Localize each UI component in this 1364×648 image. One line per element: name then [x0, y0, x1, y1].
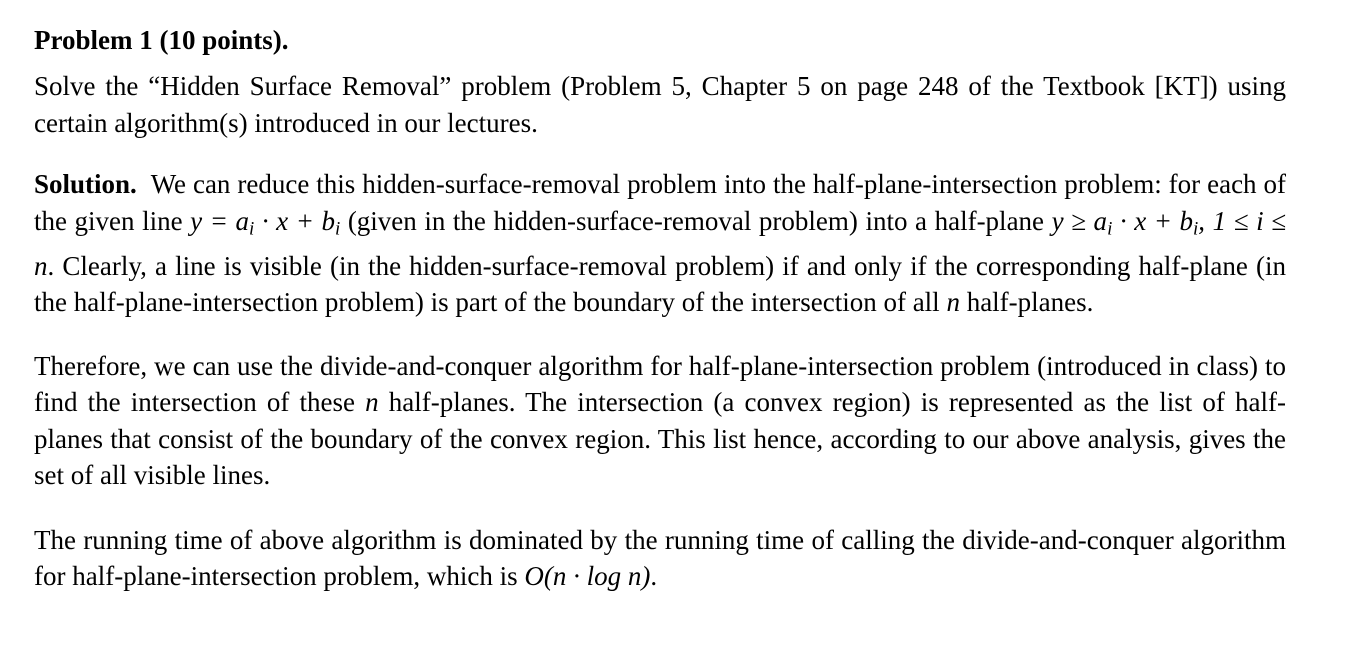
solution-text-1: We can reduce this hidden-surface-removal problem into the half-plane-intersection problem: for each of the given line	[34, 169, 1286, 236]
runtime-text-2: .	[650, 561, 658, 592]
problem-statement-line2: using certain algorithm(s) introduced in our lectures.	[34, 71, 1287, 138]
solution-label: Solution.	[34, 169, 137, 199]
algorithm-paragraph	[34, 348, 1286, 494]
solution-text-4: half-planes.	[959, 287, 1094, 318]
runtime-paragraph	[34, 522, 1286, 595]
document-page	[34, 22, 1286, 595]
problem-statement-line1: Solve the “Hidden Surface Removal” problem (Problem 5, Chapter 5 on page 248 of the Textbook [KT])	[34, 71, 1218, 101]
problem-heading: Problem 1 (10 points).	[34, 25, 289, 55]
runtime-text-1: The running time of above algorithm is dominated by the running time of calling the divide-and-conquer algorithm for half-plane-intersection problem, which is	[34, 524, 1286, 592]
line-equation: $y = a_i \cdot x + b_i$	[190, 205, 341, 240]
variable-n: n	[365, 387, 379, 418]
solution-text-2: (given in the hidden-surface-removal problem) into a half-plane	[340, 205, 1052, 236]
variable-n: n	[946, 287, 960, 318]
algorithm-text-1: Therefore, we can use the divide-and-conquer algorithm for half-plane-intersection problem (introduced in class) to find the intersection of these	[34, 350, 1286, 418]
half-plane-inequality: $y \ge a_i \cdot x + b_i$, 1 ≤ i ≤ n	[34, 205, 1286, 281]
solution-text-3: . Clearly, a line is visible (in the hidden-surface-removal problem) if and only if the corresponding half-plane (in the half-plane-intersection problem) is part of the boundary of the intersection of all	[34, 250, 1286, 318]
algorithm-text-2: half-planes. The intersection (a convex region) is represented as the list of half-planes that consist of the boundary of the convex region. This list hence, according to our above analysis, gives the set of all visible lines.	[34, 387, 1286, 491]
solution-paragraph	[34, 166, 1286, 321]
problem-statement	[34, 68, 1286, 141]
complexity-expression: O(n · log n)	[524, 561, 651, 592]
